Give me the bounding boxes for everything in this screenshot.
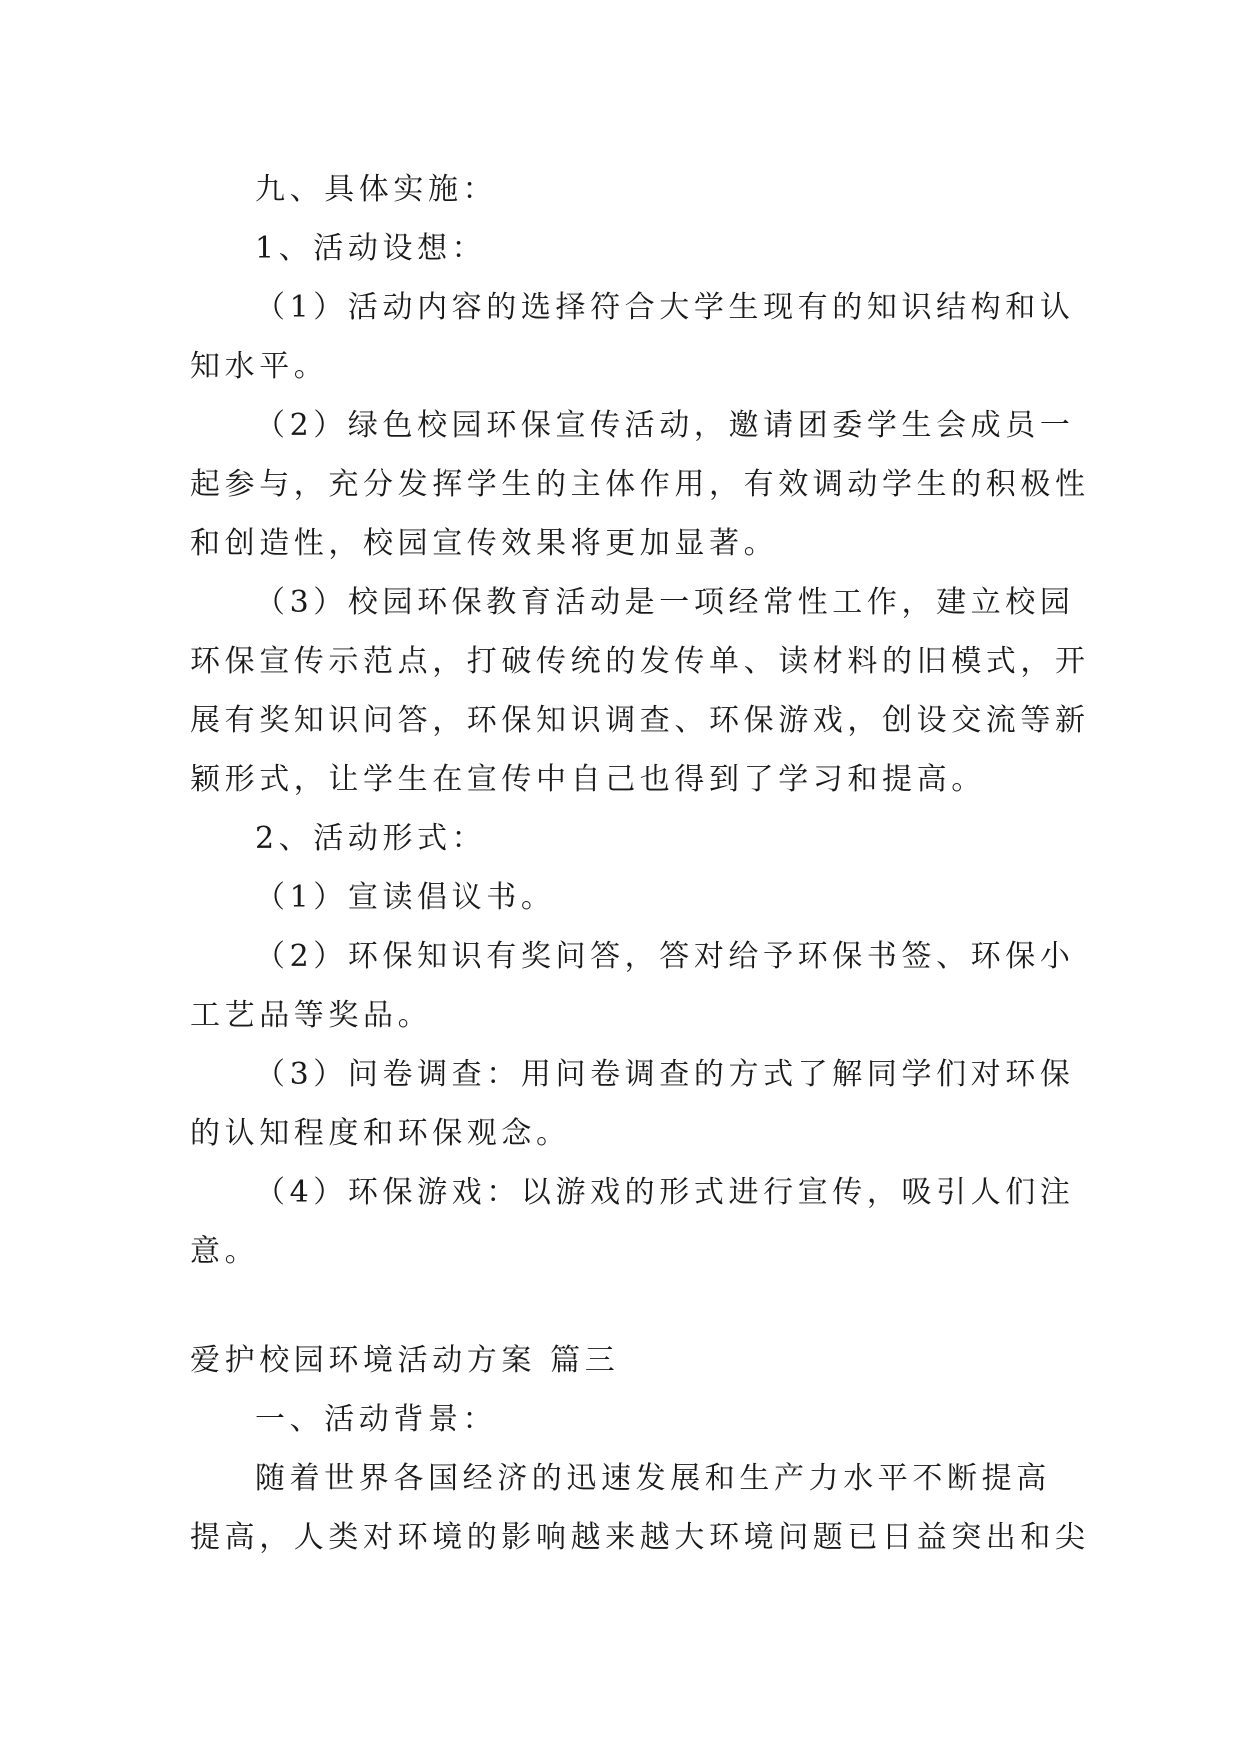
document-page (190, 160, 1090, 1567)
paragraph-line: （2）绿色校园环保宣传活动，邀请团委学生会成员一 (255, 408, 1075, 443)
paragraph-line: 知水平。 (190, 349, 329, 384)
section-heading-background: 一、活动背景： (255, 1402, 498, 1437)
paragraph-line: 意。 (190, 1234, 260, 1269)
paragraph-line: 随着世界各国经济的迅速发展和生产力水平不断提高 (255, 1461, 1051, 1496)
paragraph-line: （2）环保知识有奖问答，答对给予环保书签、环保小 (255, 939, 1075, 974)
paragraph-line: （1）活动内容的选择符合大学生现有的知识结构和认 (255, 290, 1075, 325)
paragraph-line: 和创造性，校园宣传效果将更加显著。 (190, 526, 779, 561)
paragraph-line: （3）问卷调查：用问卷调查的方式了解同学们对环保 (255, 1057, 1075, 1092)
subheading-activity-idea: 1、活动设想： (255, 231, 487, 266)
paragraph-line: 提高，人类对环境的影响越来越大环境问题已日益突出和尖 (190, 1520, 1090, 1555)
paragraph-line: 的认知程度和环保观念。 (190, 1116, 571, 1151)
section-title-part-three: 爱护校园环境活动方案 篇三 (190, 1343, 620, 1378)
paragraph-line: 工艺品等奖品。 (190, 998, 433, 1033)
paragraph-line: （1）宣读倡议书。 (255, 880, 556, 915)
section-heading-implementation: 九、具体实施： (255, 172, 498, 207)
paragraph-line: （4）环保游戏：以游戏的形式进行宣传，吸引人们注 (255, 1175, 1075, 1210)
paragraph-line: 展有奖知识问答，环保知识调查、环保游戏，创设交流等新 (190, 703, 1090, 738)
paragraph-line: （3）校园环保教育活动是一项经常性工作，建立校园 (255, 585, 1075, 620)
paragraph-line: 环保宣传示范点，打破传统的发传单、读材料的旧模式，开 (190, 644, 1090, 679)
paragraph-line: 起参与，充分发挥学生的主体作用，有效调动学生的积极性 (190, 467, 1090, 502)
paragraph-line: 颖形式，让学生在宣传中自己也得到了学习和提高。 (190, 762, 986, 797)
subheading-activity-form: 2、活动形式： (255, 821, 487, 856)
